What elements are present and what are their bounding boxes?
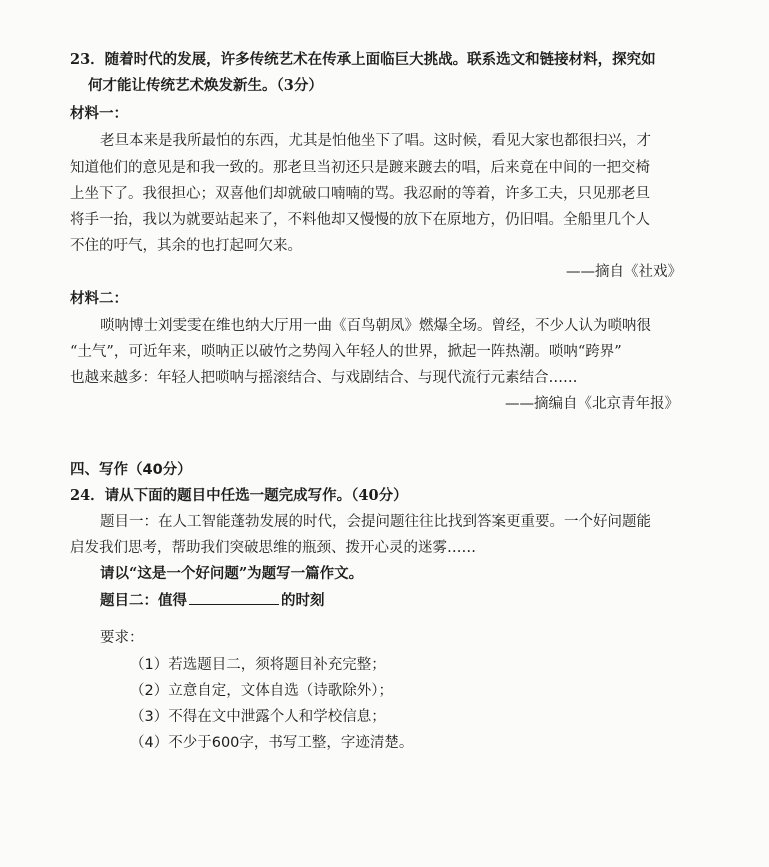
requirements-heading: 要求：	[100, 630, 144, 646]
requirement-4: （4）不少于600字，书写工整，字迹清楚。	[130, 735, 414, 751]
material-1-source: ——摘自《社戏》	[566, 264, 682, 280]
q23-line-1: 23．随着时代的发展，许多传统艺术在传承上面临巨大挑战。联系选文和链接材料，探究如	[70, 51, 656, 68]
requirement-3: （3）不得在文中泄露个人和学校信息；	[130, 709, 386, 725]
q24-topic-2-suffix: 的时刻	[281, 592, 325, 609]
q23-line-2: 何才能让传统艺术焕发新生。（3分）	[88, 77, 323, 94]
q24-topic-1-line-2: 启发我们思考，帮助我们突破思维的瓶颈、拨开心灵的迷雾……	[70, 540, 476, 556]
q24-line-1: 24．请从下面的题目中任选一题完成写作。（40分）	[70, 487, 408, 504]
requirement-2: （2）立意自定，文体自选（诗歌除外）；	[130, 683, 393, 699]
material-1-line-4: 将手一抬，我以为就要站起来了，不料他却又慢慢的放下在原地方，仍旧唱。全船里几个人	[70, 212, 650, 228]
material-2-heading: 材料二：	[70, 291, 128, 307]
material-2-line-3: 也越来越多：年轻人把唢呐与摇滚结合、与戏剧结合、与现代流行元素结合……	[70, 370, 578, 386]
q24-topic-1-line-1: 题目一：在人工智能蓬勃发展的时代，会提问题往往比找到答案更重要。一个好问题能	[100, 514, 651, 530]
material-2-line-1: 唢呐博士刘雯雯在维也纳大厅用一曲《百鸟朝凤》燃爆全场。曾经，不少人认为唢呐很	[100, 318, 651, 334]
q24-topic-1-line-3: 请以“这是一个好问题”为题写一篇作文。	[100, 565, 364, 582]
q24-topic-2-blank	[189, 590, 279, 605]
section-4-heading: 四、写作（40分）	[70, 462, 192, 478]
q24-topic-2-prefix: 题目二：值得	[100, 592, 187, 609]
material-2-source: ——摘编自《北京青年报》	[505, 396, 679, 412]
requirement-1: （1）若选题目二，须将题目补充完整；	[130, 657, 386, 673]
material-1-line-2: 知道他们的意见是和我一致的。那老旦当初还只是踱来踱去的唱，后来竟在中间的一把交椅	[70, 160, 650, 176]
material-2-line-2: “土气”，可近年来，唢呐正以破竹之势闯入年轻人的世界，掀起一阵热潮。唢呐“跨界”	[70, 344, 622, 360]
material-1-line-3: 上坐下了。我很担心；双喜他们却就破口喃喃的骂。我忍耐的等着，许多工夫，只见那老旦	[70, 186, 650, 202]
material-1-line-1: 老旦本来是我所最怕的东西，尤其是怕他坐下了唱。这时候，看见大家也都很扫兴，才	[100, 133, 651, 149]
material-1-line-5: 不住的吁气，其余的也打起呵欠来。	[70, 238, 302, 254]
q24-topic-2	[100, 590, 325, 611]
material-1-heading: 材料一：	[70, 106, 128, 122]
